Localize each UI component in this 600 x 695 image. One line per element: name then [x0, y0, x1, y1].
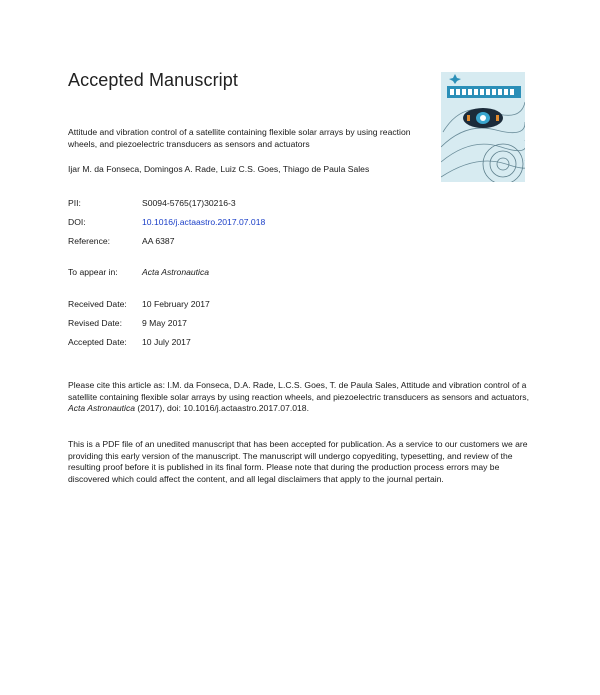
doi-label: DOI:	[68, 217, 86, 227]
article-authors: Ijar M. da Fonseca, Domingos A. Rade, Luiz C.S. Goes, Thiago de Paula Sales	[68, 164, 370, 174]
revised-label: Revised Date:	[68, 318, 122, 328]
reference-label: Reference:	[68, 236, 111, 246]
accepted-date: 10 July 2017	[142, 337, 191, 347]
journal-cover-graphic	[441, 72, 525, 182]
journal-name: Acta Astronautica	[142, 267, 210, 277]
received-date: 10 February 2017	[142, 299, 210, 309]
appear-label: To appear in:	[68, 267, 118, 277]
reference-value: AA 6387	[142, 236, 175, 246]
citation-prefix: Please cite this article as: I.M. da Fonseca, D.A. Rade, L.C.S. Goes, T. de Paula Sales, Attitude and vibration control of a satellite containing flexible solar arrays by using reaction wheels, and piezoelectric transducers as sensors and actuators,	[68, 380, 529, 402]
revised-date: 9 May 2017	[142, 318, 187, 328]
pii-value: S0094-5765(17)30216-3	[142, 198, 236, 208]
citation-suffix: (2017), doi: 10.1016/j.actaastro.2017.07.018.	[135, 403, 309, 414]
received-label: Received Date:	[68, 299, 127, 309]
journal-cover-image	[441, 72, 525, 182]
page-heading: Accepted Manuscript	[68, 70, 238, 90]
article-title: Attitude and vibration control of a satellite containing flexible solar arrays by using reaction wheels, and piezoelectric transducers as sensors and actuators	[68, 127, 411, 149]
accepted-label: Accepted Date:	[68, 337, 127, 347]
disclaimer-paragraph: This is a PDF file of an unedited manuscript that has been accepted for publication. As a service to our customers we are providing this early version of the manuscript. The manuscript will undergo copyediting, typesetting, and review of the resulting proof before it is published in its final form. Please note that during the production process errors may be discovered which could affect the content, and all legal disclaimers that apply to the journal pertain.	[68, 439, 528, 484]
citation-journal: Acta Astronautica	[68, 403, 136, 414]
pii-label: PII:	[68, 198, 81, 208]
doi-link[interactable]: 10.1016/j.actaastro.2017.07.018	[142, 217, 266, 227]
citation-paragraph	[68, 380, 534, 415]
